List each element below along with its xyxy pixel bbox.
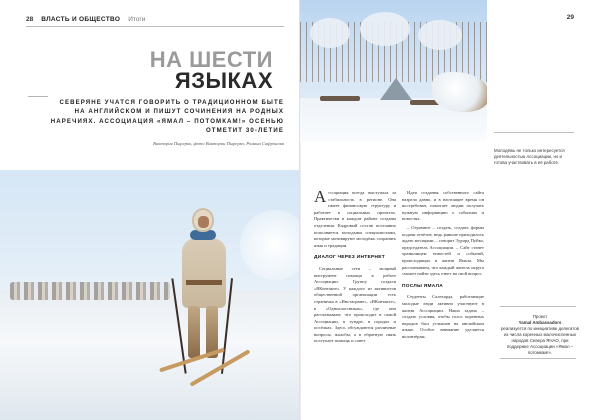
header-divider [26, 26, 284, 27]
photo-skier [0, 170, 300, 420]
intro-text: ссоциация всегда выступала за стабильность в регионе. Она имеет финансовую структуру и работает в социальных проектах. Практически в каждом районе созданы отделения. Кадровый состав постоянно пополняется молодыми специалистами, которые мотивируют молодёжь сохранять язык и традиции. [314, 190, 396, 248]
article-byline: Виктория Пырерко, фото Виктории Пырерко, Романа Сафронова [153, 141, 284, 146]
drop-cap: А [314, 187, 327, 206]
article-headline [149, 47, 273, 93]
column-2-paragraph-2: – Огромное – создать, создать формы подачи отчётов, ведь раньше приходилось ждать месяцами, – говорит Эдуард Пуйко, председатель Ассоциации. – Сайт станет хранилищем новостей и событий, происходящих в жизни Ямала. Мы рассчитываем, что каждый житель округа сможет найти здесь ответ на свой вопрос. [402, 224, 484, 277]
subhead-dialog: ДИАЛОГ ЧЕРЕЗ ИНТЕРНЕТ [314, 255, 385, 261]
column-2-paragraph-1: Идея создания собственного сайта назрела давно, и в настоящее время он востребован, помогает людям получать нужную информацию о событиях и новостях. [402, 190, 484, 222]
left-page-number: 28 [26, 15, 34, 23]
article-column-2 [402, 190, 484, 342]
intro-paragraph [314, 187, 396, 249]
rubric-label: Итоги [128, 15, 146, 23]
caption-divider [494, 132, 574, 133]
sidebar-text: реализуется по инициативе делегатов из числа коренных малочисленных народов Севера ЯНАО, при поддержке Ассоциации «Ямал – потомкам!». [500, 326, 580, 355]
photo-caption: Молодёжь не только интересуется деятельностью Ассоциации, но и готова участвовать в её работе. [494, 148, 565, 166]
chum-tent [380, 78, 412, 100]
section-title: ВЛАСТЬ И ОБЩЕСТВО [41, 15, 121, 23]
headline-line-2: ЯЗЫКАХ [174, 67, 273, 93]
article-lead: СЕВЕРЯНЕ УЧАТСЯ ГОВОРИТЬ О ТРАДИЦИОННОМ БЫТЕ НА АНГЛИЙСКОМ И ПИШУТ СОЧИНЕНИЯ НА РОДНЫХ НАРЕЧИЯХ. АССОЦИАЦИЯ «ЯМАЛ – ПОТОМКАМ!» ОСЕНЬЮ ОТМЕТИТ 30-ЛЕТИЕ [50, 99, 284, 135]
snowy-branch-foreground [432, 72, 487, 112]
column-2-paragraph-3: Студенты Салехарда, работающие молодые люди активно участвуют в жизни Ассоциации. Наша задача – создать условия, чтобы голос коренных народов был услышан на английском языке. Особое внимание уделяется волонтёрам. [402, 294, 484, 339]
skier-boot-left [188, 306, 200, 358]
sidebar-label: Проект [532, 314, 548, 319]
skier-face [198, 216, 209, 228]
column-1-paragraph: Социальные сети – мощный инструмент помощи в работе Ассоциации. Группу создали «ВКонтакте». У каждого из активистов общественной организации есть страничка в «Инстаграме», «ВКонтакте», в «Одноклассниках», где они рассказывают, что происходит в самой Ассоциации, в тундре, в городах и посёлках. Здесь обсуждаются различные вопросы, жалобы, а в обратную связь поступает помощь и совет. [314, 265, 396, 344]
frosted-tree-3 [418, 20, 462, 50]
article-column-1 [314, 187, 396, 347]
headline-line-1: НА ШЕСТИ [149, 47, 273, 72]
subhead-ambassadors: ПОСЛЫ ЯМАЛА [402, 283, 444, 289]
lead-divider [28, 96, 48, 97]
skier-figure [172, 208, 232, 378]
background-crowd [10, 282, 170, 300]
skier-coat [182, 238, 226, 308]
left-page-header [26, 14, 145, 24]
skier-belt [186, 280, 222, 285]
sidebar-bottom-rule [500, 358, 576, 359]
sidebar-top-rule [500, 306, 576, 307]
sidebar-project-name: Yamal Ambassadors [518, 320, 562, 325]
project-sidebar [500, 314, 580, 356]
photo-winter-camp [300, 0, 487, 142]
sun-glow [240, 210, 300, 280]
snow-field [0, 290, 300, 420]
frosted-tree-2 [360, 12, 410, 46]
right-page-number: 29 [566, 14, 574, 21]
sled-1 [320, 96, 360, 101]
frosted-tree-1 [310, 18, 350, 48]
